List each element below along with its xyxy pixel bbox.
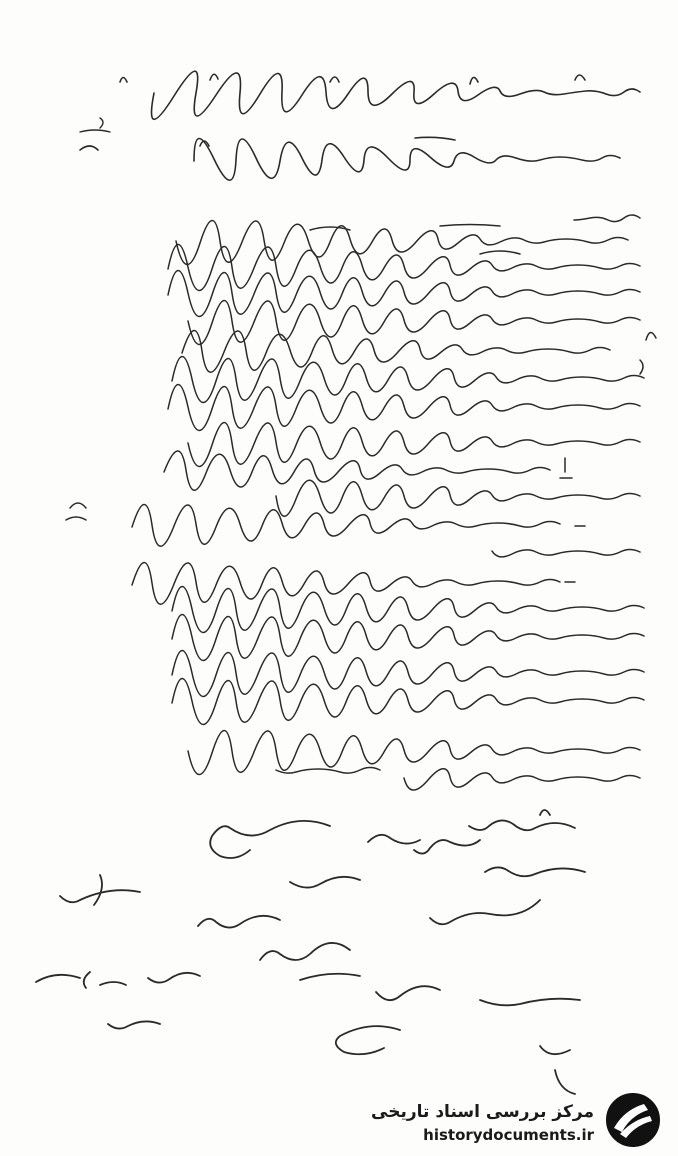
signature bbox=[336, 1026, 400, 1054]
handwritten-line bbox=[132, 562, 644, 724]
handwritten-line bbox=[164, 451, 640, 516]
signature bbox=[376, 986, 440, 1000]
signature bbox=[414, 840, 480, 854]
signature bbox=[36, 972, 126, 988]
handwritten-line bbox=[120, 71, 640, 119]
handwritten-line bbox=[574, 215, 640, 222]
signature bbox=[108, 1021, 160, 1028]
book-scroll-logo-icon bbox=[604, 1092, 662, 1148]
signature bbox=[290, 877, 360, 888]
handwritten-line bbox=[168, 220, 640, 344]
archive-website: historydocuments.ir bbox=[423, 1126, 594, 1144]
handwritten-line bbox=[168, 330, 656, 466]
signature bbox=[60, 875, 140, 905]
handwritten-line bbox=[66, 503, 640, 557]
signature bbox=[148, 973, 200, 983]
signature bbox=[430, 900, 540, 924]
signature bbox=[540, 1046, 575, 1094]
signature bbox=[485, 867, 585, 876]
handwritten-line bbox=[80, 137, 620, 180]
archive-watermark bbox=[371, 1090, 670, 1150]
signature bbox=[368, 835, 420, 844]
signature bbox=[210, 821, 330, 858]
signature bbox=[260, 943, 360, 980]
handwritten-line bbox=[188, 730, 640, 790]
signature bbox=[198, 916, 280, 928]
handwritten-line bbox=[80, 118, 110, 132]
signature bbox=[480, 999, 580, 1006]
signature bbox=[469, 810, 575, 830]
archive-org-name: مرکز بررسی اسناد تاریخی bbox=[371, 1102, 594, 1122]
